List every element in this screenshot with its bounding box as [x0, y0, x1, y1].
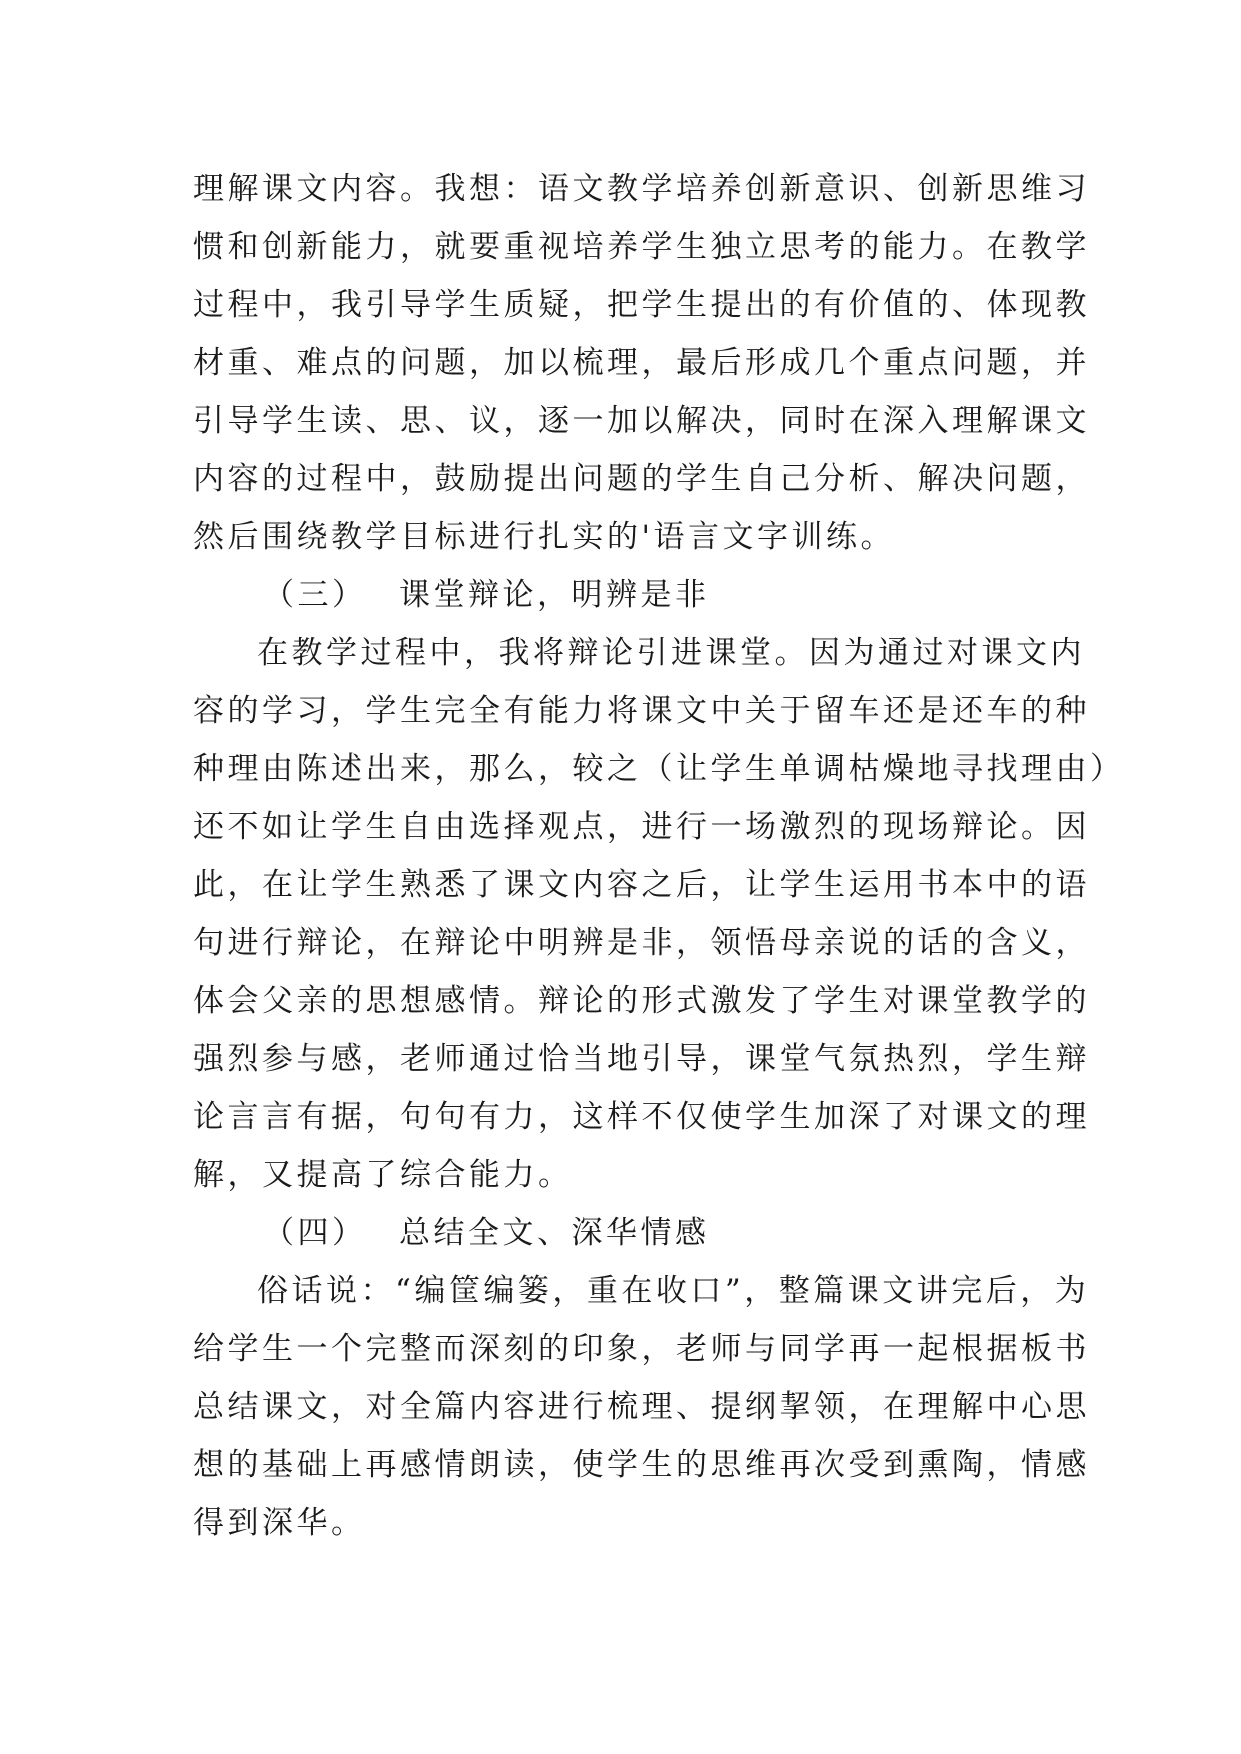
- text-line: 过程中，我引导学生质疑，把学生提出的有价值的、体现教: [193, 287, 1090, 323]
- text-line: 种理由陈述出来，那么，较之（让学生单调枯燥地寻找理由）: [193, 751, 1125, 787]
- section-heading-3: [193, 566, 1073, 624]
- text-line: 容的学习，学生完全有能力将课文中关于留车还是还车的种: [193, 693, 1090, 729]
- text-line: 论言言有据，句句有力，这样不仅使学生加深了对课文的理: [193, 1099, 1090, 1135]
- text-line: 还不如让学生自由选择观点，进行一场激烈的现场辩论。因: [193, 809, 1090, 845]
- paragraph-1: [193, 160, 1090, 566]
- text-line: 惯和创新能力，就要重视培养学生独立思考的能力。在教学: [193, 229, 1090, 265]
- text-line: 内容的过程中，鼓励提出问题的学生自己分析、解决问题，: [193, 461, 1090, 497]
- text-line: 引导学生读、思、议，逐一加以解决，同时在深入理解课文: [193, 403, 1090, 439]
- text-line: 在教学过程中，我将辩论引进课堂。因为通过对课文内: [257, 635, 1085, 671]
- text-line: 想的基础上再感情朗读，使学生的思维再次受到熏陶，情感: [193, 1447, 1090, 1483]
- text-line: 强烈参与感，老师通过恰当地引导，课堂气氛热烈，学生辩: [193, 1041, 1090, 1077]
- section-title: 总结全文、深华情感: [399, 1215, 710, 1251]
- text-line: 材重、难点的问题，加以梳理，最后形成几个重点问题，并: [193, 345, 1090, 381]
- text-line: 此，在让学生熟悉了课文内容之后，让学生运用书本中的语: [193, 867, 1090, 903]
- document-body: [193, 160, 1125, 1552]
- section-number: （四）: [263, 1215, 367, 1251]
- text-line: 给学生一个完整而深刻的印象，老师与同学再一起根据板书: [193, 1331, 1090, 1367]
- text-line: 理解课文内容。我想：语文教学培养创新意识、创新思维习: [193, 171, 1090, 207]
- paragraph-3: [193, 1262, 1090, 1552]
- section-title: 课堂辩论，明辨是非: [399, 577, 710, 613]
- section-heading-4: [193, 1204, 1073, 1262]
- text-line: 体会父亲的思想感情。辩论的形式激发了学生对课堂教学的: [193, 983, 1090, 1019]
- text-line: 句进行辩论，在辩论中明辨是非，领悟母亲说的话的含义，: [193, 925, 1090, 961]
- section-number: （三）: [263, 577, 367, 613]
- text-line: 得到深华。: [193, 1505, 366, 1541]
- text-line: 然后围绕教学目标进行扎实的'语言文字训练。: [193, 519, 896, 555]
- text-line: 解，又提高了综合能力。: [193, 1157, 573, 1193]
- text-line: 总结课文，对全篇内容进行梳理、提纲挈领，在理解中心思: [193, 1389, 1090, 1425]
- text-line: 俗话说：“编筐编篓，重在收口”，整篇课文讲完后，为: [257, 1273, 1090, 1309]
- paragraph-2: [193, 624, 1125, 1204]
